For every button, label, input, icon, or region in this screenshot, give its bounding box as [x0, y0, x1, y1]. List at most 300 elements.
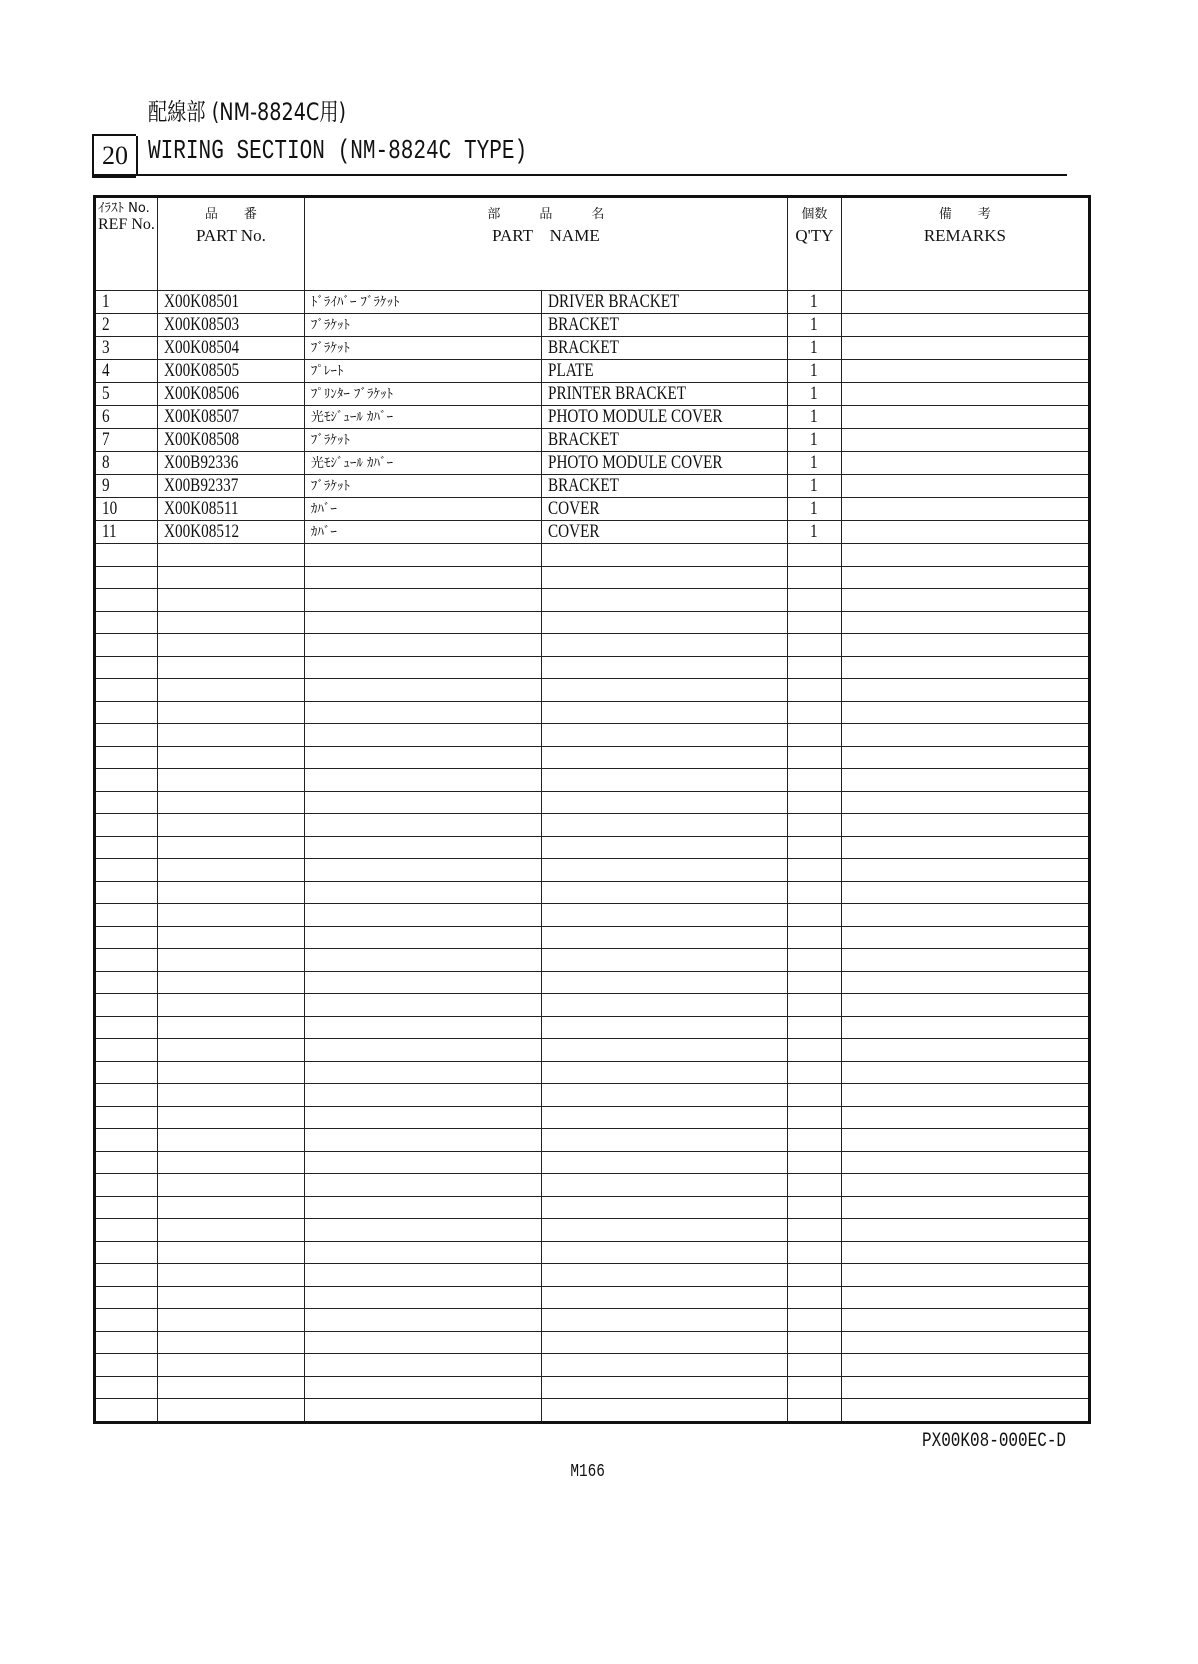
name-en-cell [541, 1286, 787, 1309]
ref-cell [95, 701, 158, 724]
part-no-cell [157, 566, 304, 589]
qty-cell: 1 [787, 314, 841, 337]
name-en-cell [541, 1399, 787, 1423]
qty-cell [787, 656, 841, 679]
name-en-cell [541, 1061, 787, 1084]
table-row [95, 475, 1090, 498]
empty-table-row [95, 1039, 1090, 1062]
remarks-cell [841, 724, 1089, 747]
part-no-cell [157, 769, 304, 792]
part-no-cell [157, 701, 304, 724]
ref-cell: 9 [95, 475, 158, 498]
name-en-cell [541, 1084, 787, 1107]
title-japanese: 配線部 (NM-8824C用) [148, 98, 347, 126]
name-en-cell [541, 949, 787, 972]
empty-table-row [95, 859, 1090, 882]
name-en-cell [541, 994, 787, 1017]
name-jp-cell [304, 1264, 541, 1287]
name-en-cell [541, 836, 787, 859]
part-no-cell: X00K08511 [157, 498, 304, 521]
qty-cell [787, 1061, 841, 1084]
ref-cell: 6 [95, 406, 158, 429]
ref-cell [95, 656, 158, 679]
empty-table-row [95, 1084, 1090, 1107]
ref-cell [95, 1196, 158, 1219]
part-no-cell [157, 746, 304, 769]
ref-cell [95, 836, 158, 859]
remarks-cell [841, 926, 1089, 949]
qty-cell [787, 1399, 841, 1423]
remarks-cell [841, 1264, 1089, 1287]
name-jp-cell [304, 1129, 541, 1152]
remarks-cell [841, 406, 1089, 429]
qty-cell: 1 [787, 291, 841, 314]
parts-table [93, 195, 1091, 1424]
name-jp-cell [304, 1399, 541, 1423]
name-jp-cell: ｶﾊﾞｰ [304, 521, 541, 544]
empty-table-row [95, 949, 1090, 972]
ref-cell [95, 769, 158, 792]
qty-cell [787, 1084, 841, 1107]
name-en-cell [541, 746, 787, 769]
title-english: WIRING SECTION (NM-8824C TYPE) [148, 137, 528, 167]
qty-cell [787, 589, 841, 612]
ref-cell [95, 566, 158, 589]
name-jp-cell [304, 1106, 541, 1129]
remarks-cell [841, 1399, 1089, 1423]
name-jp-cell: ﾌﾞﾗｹｯﾄ [304, 475, 541, 498]
name-en-cell: PHOTO MODULE COVER [541, 452, 787, 475]
empty-table-row [95, 1129, 1090, 1152]
empty-table-row [95, 656, 1090, 679]
name-en-cell [541, 904, 787, 927]
name-jp-cell [304, 1196, 541, 1219]
name-jp-cell: 光ﾓｼﾞｭｰﾙ ｶﾊﾞｰ [304, 452, 541, 475]
empty-table-row [95, 1399, 1090, 1423]
ref-cell [95, 1219, 158, 1242]
ref-cell [95, 971, 158, 994]
empty-table-row [95, 769, 1090, 792]
part-no-cell [157, 904, 304, 927]
qty-cell [787, 1129, 841, 1152]
empty-table-row [95, 1354, 1090, 1377]
name-jp-cell [304, 1331, 541, 1354]
remarks-cell [841, 859, 1089, 882]
name-en-cell: COVER [541, 521, 787, 544]
qty-cell: 1 [787, 521, 841, 544]
qty-cell: 1 [787, 475, 841, 498]
name-jp-cell [304, 836, 541, 859]
name-en-cell [541, 589, 787, 612]
section-number: 20 [92, 134, 136, 178]
table-row [95, 360, 1090, 383]
qty-cell [787, 1151, 841, 1174]
remarks-cell [841, 746, 1089, 769]
remarks-cell [841, 360, 1089, 383]
table-row [95, 383, 1090, 406]
ref-cell [95, 1061, 158, 1084]
qty-cell [787, 724, 841, 747]
name-en-cell [541, 814, 787, 837]
name-en-cell [541, 1354, 787, 1377]
qty-cell [787, 881, 841, 904]
remarks-cell [841, 1016, 1089, 1039]
header-ref: ｲﾗｽﾄ No. REF No. [95, 197, 158, 291]
part-no-cell [157, 634, 304, 657]
name-jp-cell [304, 926, 541, 949]
qty-cell [787, 1309, 841, 1332]
name-en-cell [541, 859, 787, 882]
name-en-cell: BRACKET [541, 429, 787, 452]
part-no-cell [157, 881, 304, 904]
empty-table-row [95, 926, 1090, 949]
name-jp-cell [304, 904, 541, 927]
empty-table-row [95, 1106, 1090, 1129]
part-no-cell [157, 1106, 304, 1129]
empty-table-row [95, 1264, 1090, 1287]
empty-table-row [95, 1151, 1090, 1174]
name-jp-cell [304, 679, 541, 702]
part-no-cell [157, 1039, 304, 1062]
header-part-name: 部 品 名 PART NAME [304, 197, 787, 291]
name-jp-cell [304, 544, 541, 567]
name-jp-cell: ﾄﾞﾗｲﾊﾞｰ ﾌﾞﾗｹｯﾄ [304, 291, 541, 314]
name-jp-cell [304, 859, 541, 882]
name-jp-cell [304, 1039, 541, 1062]
qty-cell [787, 611, 841, 634]
qty-cell [787, 1106, 841, 1129]
ref-cell [95, 1016, 158, 1039]
ref-cell [95, 544, 158, 567]
name-en-cell: COVER [541, 498, 787, 521]
ref-cell [95, 1399, 158, 1423]
name-en-cell: BRACKET [541, 314, 787, 337]
part-no-cell [157, 1219, 304, 1242]
empty-table-row [95, 1286, 1090, 1309]
remarks-cell [841, 1354, 1089, 1377]
qty-cell [787, 994, 841, 1017]
remarks-cell [841, 1241, 1089, 1264]
part-no-cell [157, 544, 304, 567]
name-jp-cell [304, 1016, 541, 1039]
empty-table-row [95, 971, 1090, 994]
ref-cell [95, 994, 158, 1017]
qty-cell [787, 926, 841, 949]
part-no-cell [157, 836, 304, 859]
empty-table-row [95, 836, 1090, 859]
name-en-cell [541, 656, 787, 679]
name-en-cell: DRIVER BRACKET [541, 291, 787, 314]
name-en-cell [541, 679, 787, 702]
document-code: PX00K08-000EC-D [921, 1430, 1066, 1453]
ref-cell [95, 1309, 158, 1332]
ref-cell [95, 881, 158, 904]
part-no-cell [157, 994, 304, 1017]
part-no-cell [157, 949, 304, 972]
name-jp-cell [304, 1354, 541, 1377]
remarks-cell [841, 566, 1089, 589]
qty-cell [787, 566, 841, 589]
empty-table-row [95, 611, 1090, 634]
ref-cell [95, 1376, 158, 1399]
qty-cell [787, 1264, 841, 1287]
ref-cell [95, 724, 158, 747]
name-jp-cell [304, 566, 541, 589]
part-no-cell: X00K08504 [157, 337, 304, 360]
remarks-cell [841, 1331, 1089, 1354]
ref-cell [95, 904, 158, 927]
qty-cell [787, 904, 841, 927]
remarks-cell [841, 791, 1089, 814]
qty-cell [787, 701, 841, 724]
ref-cell: 11 [95, 521, 158, 544]
name-jp-cell [304, 949, 541, 972]
name-jp-cell [304, 1219, 541, 1242]
qty-cell [787, 1331, 841, 1354]
qty-cell [787, 791, 841, 814]
part-no-cell: X00K08512 [157, 521, 304, 544]
remarks-cell [841, 814, 1089, 837]
remarks-cell [841, 1039, 1089, 1062]
name-jp-cell [304, 769, 541, 792]
remarks-cell [841, 1129, 1089, 1152]
ref-cell: 8 [95, 452, 158, 475]
remarks-cell [841, 544, 1089, 567]
remarks-cell [841, 656, 1089, 679]
title-rule [92, 174, 1067, 176]
part-no-cell [157, 971, 304, 994]
ref-cell [95, 1151, 158, 1174]
empty-table-row [95, 1016, 1090, 1039]
empty-table-row [95, 566, 1090, 589]
remarks-cell [841, 314, 1089, 337]
ref-cell [95, 1129, 158, 1152]
part-no-cell [157, 1309, 304, 1332]
remarks-cell [841, 475, 1089, 498]
name-jp-cell: ﾌﾞﾗｹｯﾄ [304, 429, 541, 452]
table-row [95, 498, 1090, 521]
name-jp-cell: ﾌﾞﾗｹｯﾄ [304, 314, 541, 337]
name-jp-cell [304, 994, 541, 1017]
name-jp-cell [304, 791, 541, 814]
qty-cell [787, 949, 841, 972]
table-row [95, 314, 1090, 337]
part-no-cell: X00K08505 [157, 360, 304, 383]
name-en-cell [541, 1016, 787, 1039]
qty-cell: 1 [787, 429, 841, 452]
name-jp-cell: 光ﾓｼﾞｭｰﾙ ｶﾊﾞｰ [304, 406, 541, 429]
remarks-cell [841, 452, 1089, 475]
ref-cell [95, 1331, 158, 1354]
qty-cell [787, 836, 841, 859]
ref-cell: 2 [95, 314, 158, 337]
part-no-cell [157, 656, 304, 679]
empty-table-row [95, 1219, 1090, 1242]
qty-cell [787, 1196, 841, 1219]
remarks-cell [841, 994, 1089, 1017]
name-en-cell: PLATE [541, 360, 787, 383]
part-no-cell [157, 611, 304, 634]
qty-cell [787, 1016, 841, 1039]
ref-cell [95, 926, 158, 949]
qty-cell [787, 1219, 841, 1242]
name-jp-cell: ﾌﾟﾘﾝﾀｰ ﾌﾞﾗｹｯﾄ [304, 383, 541, 406]
remarks-cell [841, 1286, 1089, 1309]
part-no-cell: X00K08503 [157, 314, 304, 337]
ref-cell [95, 1354, 158, 1377]
name-jp-cell [304, 724, 541, 747]
remarks-cell [841, 589, 1089, 612]
empty-table-row [95, 746, 1090, 769]
table-row [95, 406, 1090, 429]
remarks-cell [841, 769, 1089, 792]
qty-cell [787, 1174, 841, 1197]
empty-table-row [95, 1196, 1090, 1219]
empty-table-row [95, 814, 1090, 837]
name-jp-cell [304, 1151, 541, 1174]
empty-table-row [95, 881, 1090, 904]
name-en-cell [541, 971, 787, 994]
name-en-cell [541, 701, 787, 724]
remarks-cell [841, 291, 1089, 314]
qty-cell: 1 [787, 383, 841, 406]
qty-cell [787, 679, 841, 702]
table-row [95, 337, 1090, 360]
qty-cell [787, 859, 841, 882]
ref-cell [95, 1264, 158, 1287]
header-part-no: 品 番 PART No. [157, 197, 304, 291]
empty-table-row [95, 634, 1090, 657]
name-jp-cell [304, 746, 541, 769]
ref-cell: 5 [95, 383, 158, 406]
ref-cell [95, 814, 158, 837]
remarks-cell [841, 1376, 1089, 1399]
qty-cell [787, 634, 841, 657]
part-no-cell: X00K08506 [157, 383, 304, 406]
part-no-cell [157, 1331, 304, 1354]
remarks-cell [841, 611, 1089, 634]
name-jp-cell [304, 701, 541, 724]
name-en-cell [541, 1331, 787, 1354]
remarks-cell [841, 836, 1089, 859]
part-no-cell [157, 1084, 304, 1107]
empty-table-row [95, 1174, 1090, 1197]
name-jp-cell [304, 1241, 541, 1264]
table-row [95, 291, 1090, 314]
remarks-cell [841, 679, 1089, 702]
name-en-cell [541, 634, 787, 657]
empty-table-row [95, 904, 1090, 927]
qty-cell [787, 1376, 841, 1399]
name-jp-cell [304, 611, 541, 634]
ref-cell [95, 746, 158, 769]
name-en-cell [541, 1039, 787, 1062]
qty-cell: 1 [787, 360, 841, 383]
part-no-cell [157, 589, 304, 612]
part-no-cell [157, 1196, 304, 1219]
empty-table-row [95, 1061, 1090, 1084]
name-en-cell [541, 1376, 787, 1399]
table-row [95, 452, 1090, 475]
name-jp-cell [304, 1174, 541, 1197]
ref-cell: 4 [95, 360, 158, 383]
part-no-cell: X00K08508 [157, 429, 304, 452]
remarks-cell [841, 1219, 1089, 1242]
part-no-cell [157, 1016, 304, 1039]
part-no-cell [157, 791, 304, 814]
name-en-cell [541, 1241, 787, 1264]
name-en-cell [541, 1174, 787, 1197]
remarks-cell [841, 1174, 1089, 1197]
qty-cell [787, 1039, 841, 1062]
name-en-cell: BRACKET [541, 337, 787, 360]
name-en-cell [541, 881, 787, 904]
part-no-cell [157, 1376, 304, 1399]
part-no-cell [157, 926, 304, 949]
name-jp-cell: ﾌﾞﾗｹｯﾄ [304, 337, 541, 360]
name-en-cell: BRACKET [541, 475, 787, 498]
name-en-cell: PHOTO MODULE COVER [541, 406, 787, 429]
name-en-cell [541, 724, 787, 747]
table-row [95, 429, 1090, 452]
part-no-cell [157, 679, 304, 702]
empty-table-row [95, 1309, 1090, 1332]
part-no-cell [157, 1399, 304, 1423]
ref-cell: 10 [95, 498, 158, 521]
remarks-cell [841, 904, 1089, 927]
qty-cell: 1 [787, 498, 841, 521]
part-no-cell [157, 724, 304, 747]
qty-cell: 1 [787, 452, 841, 475]
name-jp-cell [304, 1376, 541, 1399]
empty-table-row [95, 994, 1090, 1017]
remarks-cell [841, 521, 1089, 544]
qty-cell [787, 746, 841, 769]
qty-cell [787, 1354, 841, 1377]
empty-table-row [95, 1376, 1090, 1399]
part-no-cell [157, 1286, 304, 1309]
name-en-cell [541, 1219, 787, 1242]
name-en-cell: PRINTER BRACKET [541, 383, 787, 406]
name-en-cell [541, 611, 787, 634]
ref-cell [95, 859, 158, 882]
qty-cell: 1 [787, 337, 841, 360]
qty-cell: 1 [787, 406, 841, 429]
header-remarks: 備 考 REMARKS [841, 197, 1089, 291]
ref-cell: 7 [95, 429, 158, 452]
remarks-cell [841, 949, 1089, 972]
empty-table-row [95, 1241, 1090, 1264]
part-no-cell [157, 1241, 304, 1264]
part-no-cell [157, 1354, 304, 1377]
name-jp-cell: ﾌﾟﾚｰﾄ [304, 360, 541, 383]
part-no-cell: X00B92336 [157, 452, 304, 475]
name-en-cell [541, 1196, 787, 1219]
table-row [95, 521, 1090, 544]
remarks-cell [841, 1151, 1089, 1174]
empty-table-row [95, 791, 1090, 814]
ref-cell [95, 791, 158, 814]
empty-table-row [95, 589, 1090, 612]
header-qty: 個数 Q'TY [787, 197, 841, 291]
name-jp-cell [304, 971, 541, 994]
ref-cell [95, 1174, 158, 1197]
remarks-cell [841, 383, 1089, 406]
remarks-cell [841, 881, 1089, 904]
remarks-cell [841, 634, 1089, 657]
empty-table-row [95, 1331, 1090, 1354]
name-jp-cell [304, 1061, 541, 1084]
